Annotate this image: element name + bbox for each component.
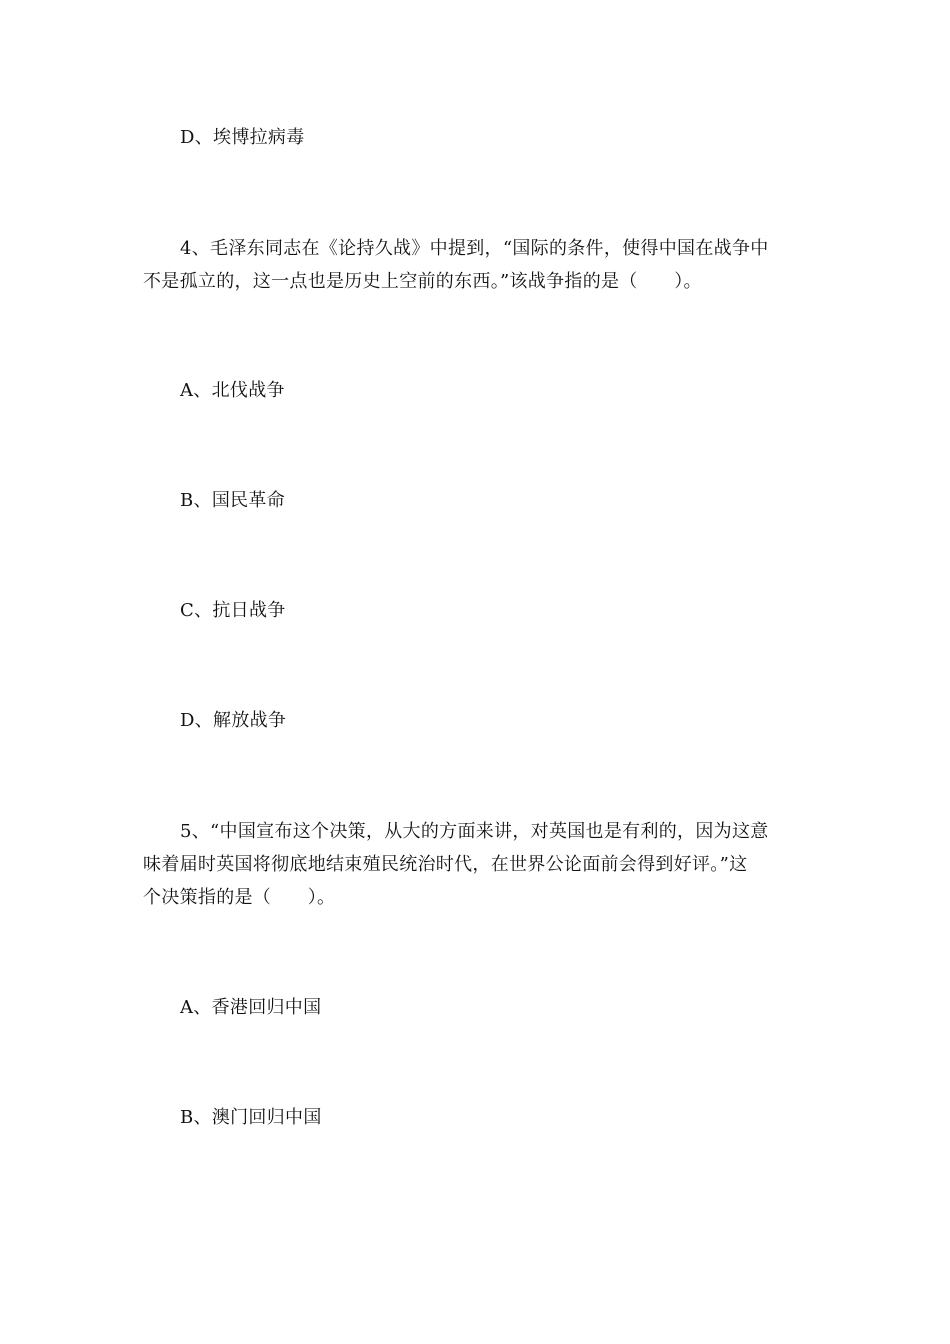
q5-stem-line-1: 5、“中国宣布这个决策，从大的方面来讲，对英国也是有利的，因为这意 bbox=[180, 821, 769, 842]
q5-option-a: A、香港回归中国 bbox=[180, 997, 322, 1018]
q5-stem-line-3: 个决策指的是（ ）。 bbox=[143, 887, 336, 908]
q4-option-c: C、抗日战争 bbox=[180, 600, 286, 621]
q4-option-b: B、国民革命 bbox=[180, 490, 286, 511]
q4-option-d: D、解放战争 bbox=[180, 710, 287, 731]
q4-stem-line-1: 4、毛泽东同志在《论持久战》中提到，“国际的条件，使得中国在战争中 bbox=[180, 238, 769, 259]
q3-option-d: D、埃博拉病毒 bbox=[180, 127, 305, 148]
q5-stem-line-2: 味着届时英国将彻底地结束殖民统治时代，在世界公论面前会得到好评。”这 bbox=[143, 854, 748, 875]
q4-option-a: A、北伐战争 bbox=[180, 380, 285, 401]
q5-option-b: B、澳门回归中国 bbox=[180, 1107, 322, 1128]
q4-stem-line-2: 不是孤立的，这一点也是历史上空前的东西。”该战争指的是（ ）。 bbox=[143, 271, 702, 292]
